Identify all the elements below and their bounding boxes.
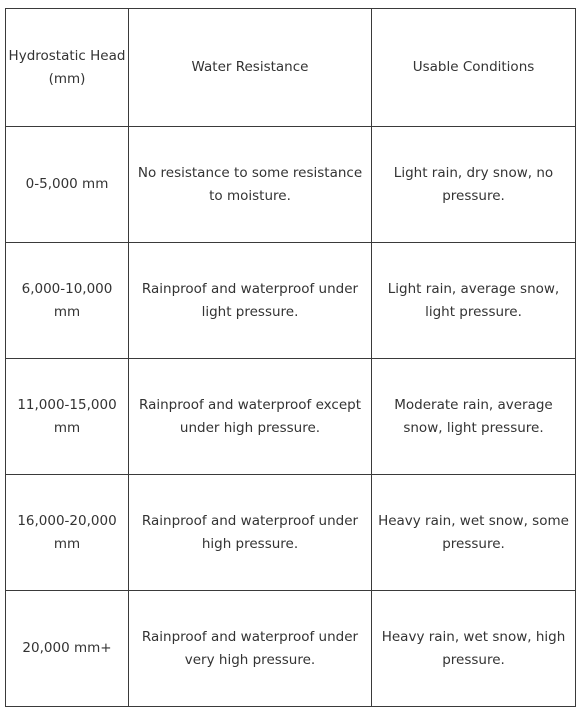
cell-usable-conditions: Light rain, average snow, light pressure. <box>372 243 576 359</box>
cell-water-resistance: Rainproof and waterproof under high pressure. <box>129 475 372 591</box>
table-header-row <box>6 9 576 127</box>
cell-hydrostatic-head: 0-5,000 mm <box>6 127 129 243</box>
cell-usable-conditions: Heavy rain, wet snow, some pressure. <box>372 475 576 591</box>
hydrostatic-head-table <box>5 8 576 707</box>
cell-water-resistance: Rainproof and waterproof except under high pressure. <box>129 359 372 475</box>
header-water-resistance: Water Resistance <box>129 9 372 127</box>
header-usable-conditions: Usable Conditions <box>372 9 576 127</box>
cell-water-resistance: No resistance to some resistance to moisture. <box>129 127 372 243</box>
cell-usable-conditions: Moderate rain, average snow, light pressure. <box>372 359 576 475</box>
cell-water-resistance: Rainproof and waterproof under light pressure. <box>129 243 372 359</box>
table-row <box>6 243 576 359</box>
table-row <box>6 127 576 243</box>
cell-hydrostatic-head: 20,000 mm+ <box>6 591 129 707</box>
cell-hydrostatic-head: 16,000-20,000 mm <box>6 475 129 591</box>
cell-usable-conditions: Light rain, dry snow, no pressure. <box>372 127 576 243</box>
cell-hydrostatic-head: 6,000-10,000 mm <box>6 243 129 359</box>
cell-water-resistance: Rainproof and waterproof under very high pressure. <box>129 591 372 707</box>
header-hydrostatic-head: Hydrostatic Head (mm) <box>6 9 129 127</box>
table-row <box>6 359 576 475</box>
table-row <box>6 475 576 591</box>
hydrostatic-head-table-container <box>5 8 576 707</box>
table-row <box>6 591 576 707</box>
cell-hydrostatic-head: 11,000-15,000 mm <box>6 359 129 475</box>
cell-usable-conditions: Heavy rain, wet snow, high pressure. <box>372 591 576 707</box>
